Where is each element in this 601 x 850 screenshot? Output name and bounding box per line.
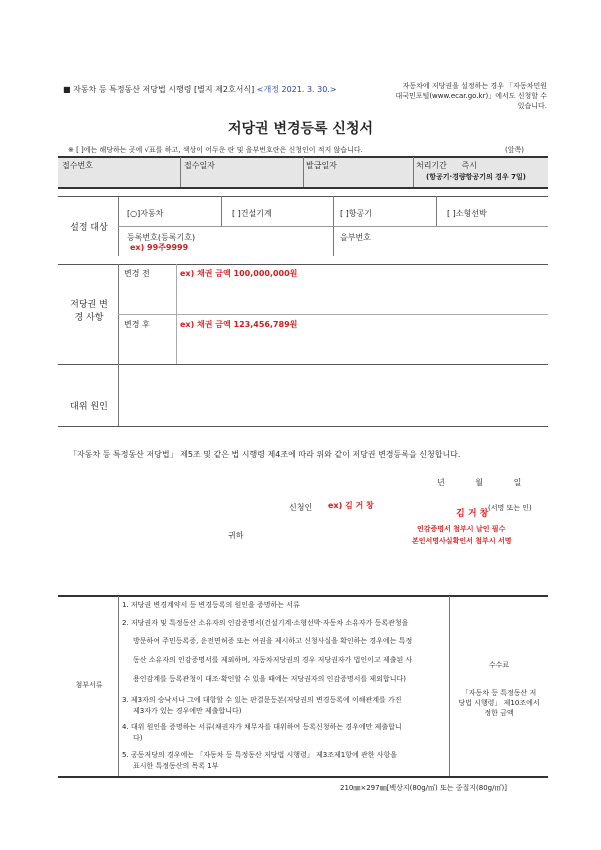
fee-label: 수수료 <box>488 661 510 669</box>
option-small-vessel[interactable]: [ ]소형선박 <box>447 209 487 218</box>
receipt-bottom-border <box>58 187 548 189</box>
option-automobile[interactable]: [○]자동차 <box>127 209 164 218</box>
application-statement: 「자동차 등 특정동산 저당법」 제5조 및 같은 법 시행령 제4조에 따라 위와 같이 저당권 변경등록을 신청합니다. <box>69 450 461 459</box>
date-month-label: 월 <box>475 478 484 487</box>
signature-warning: 본인서명사실확인서 첨부시 서명 <box>412 537 512 545</box>
date-year-label: 년 <box>437 478 445 487</box>
attachment-item: 다) <box>133 734 143 742</box>
change-items-label-line: 저당권 변 <box>70 300 108 310</box>
processing-value: 즉시 <box>461 161 477 170</box>
issue-date-label: 발급일자 <box>306 161 337 170</box>
row-border <box>118 226 548 227</box>
applicant-signature: 김 거 창 <box>456 509 489 519</box>
fee-description-line: 정한 금액 <box>484 709 514 717</box>
before-change-value[interactable]: ex) 채권 금액 100,000,000원 <box>180 269 298 278</box>
attachment-item: 1. 저당권 변경계약서 등 변경등록의 원인을 증명하는 서류 <box>122 601 300 609</box>
row-border <box>118 314 548 315</box>
revision-date: <개정 2021. 3. 30.> <box>256 85 337 94</box>
after-change-label: 변경 후 <box>124 320 150 329</box>
row-border <box>58 196 548 197</box>
divider <box>303 157 304 187</box>
addressee: 귀하 <box>228 531 244 540</box>
attachment-item: 3. 제3자의 승낙서나 그에 대항할 수 있는 판결문등본(저당권의 변경등록에 이해관계를 가진 <box>122 696 402 704</box>
online-notice-line: 자동차에 저당권을 설정하는 경우 「자동차민원 <box>402 82 547 90</box>
divider <box>118 596 119 776</box>
attachment-item: 방문하여 주민등록증, 운전면허증 또는 여권을 제시하고 신청사실을 확인하는 경우에는 특정 <box>133 637 413 645</box>
processing-label: 처리기간 <box>416 161 447 170</box>
law-reference <box>63 84 337 95</box>
attachments-bottom-border <box>58 776 548 778</box>
date-line <box>437 477 537 488</box>
divider <box>221 196 222 226</box>
attachment-item: 표시한 특정동산의 목록 1부 <box>133 762 219 770</box>
option-aircraft[interactable]: [ ]항공기 <box>340 209 372 218</box>
change-items-label <box>60 299 118 325</box>
attachment-item: 동산 소유자의 인감증명서를 제외하며, 자동차저당권의 경우 저당권자가 법인이고 제출된 사 <box>133 656 413 664</box>
fee-description-line: 「자동차 등 특정동산 저 <box>461 689 537 697</box>
before-change-label: 변경 전 <box>124 269 150 278</box>
registration-number-label: 등록번호(등록기호) <box>127 233 196 242</box>
attachment-item: 4. 대위 원인을 증명하는 서류(채권자가 채무자를 대위하여 등록신청하는 경우에만 제출합니 <box>122 723 402 731</box>
divider <box>436 196 437 226</box>
applicant-label: 신청인 <box>289 503 313 512</box>
registration-number-value[interactable]: ex) 99주9999 <box>130 243 189 252</box>
attachment-item: 제3자가 있는 경우에만 제출합니다) <box>133 707 242 715</box>
setting-target-label: 설정 대상 <box>70 223 108 233</box>
receipt-number-label: 접수번호 <box>62 161 93 170</box>
divider <box>180 157 181 187</box>
seal-warning: 인감증명서 첨부시 날인 필수 <box>417 525 506 533</box>
paper-spec: 210㎜×297㎜[백상지(80g/㎡) 또는 중질지(80g/㎡)] <box>340 784 507 792</box>
option-construction-machine[interactable]: [ ]건설기계 <box>232 209 272 218</box>
applicant-example[interactable]: ex) 김 거 창 <box>328 501 374 510</box>
divider <box>413 157 414 187</box>
online-notice-line: 대국민포털(www.ecar.go.kr)」에서도 신청할 수 <box>395 92 547 100</box>
law-reference-text: ■ 자동차 등 특정동산 저당법 시행령 [별지 제2호서식] <box>63 85 255 94</box>
page-side-label: (앞쪽) <box>505 146 524 154</box>
online-notice-line: 있습니다. <box>517 102 547 110</box>
processing-note: (항공기·경량항공기의 경우 7일) <box>426 173 526 181</box>
attachments-top-border <box>58 595 548 597</box>
fee-description <box>450 688 548 718</box>
attachment-item: 용인감계를 등록관청이 대조·확인할 수 있을 때에는 저당권자의 인감증명서를 제외합니다) <box>133 675 406 683</box>
row-border <box>58 426 548 427</box>
divider <box>118 364 119 426</box>
attachment-item: 5. 공동저당의 경우에는 「자동차 등 특정동산 저당법 시행령」 제3조제1항에 관한 사항을 <box>122 751 397 759</box>
row-border <box>58 364 548 365</box>
processing-period-label <box>416 160 477 171</box>
fee-description-line: 당법 시행령」 제10조에서 <box>458 699 540 707</box>
sign-note: (서명 또는 인) <box>488 504 532 512</box>
divider <box>449 596 450 776</box>
row-border <box>58 264 548 265</box>
online-notice <box>372 81 547 111</box>
date-day-label: 일 <box>513 478 522 487</box>
page-title: 저당권 변경등록 신청서 <box>228 121 373 137</box>
receipt-date-label: 접수일자 <box>184 161 215 170</box>
instruction-text: ※ [ ]에는 해당하는 곳에 √표를 하고, 색상이 어두운 란 및 을부번호란은 신청인이 적지 않습니다. <box>68 146 363 154</box>
eulbu-number-label: 을부번호 <box>340 233 371 242</box>
attachments-label: 첨부서류 <box>75 681 103 689</box>
after-change-value[interactable]: ex) 채권 금액 123,456,789원 <box>180 320 298 329</box>
attachment-item: 2. 저당권자 및 특정동산 소유자의 인감증명서(건설기계·소형선박·자동차 소유자가 등록관청을 <box>122 619 409 627</box>
change-items-label-line: 경 사항 <box>74 313 104 323</box>
subrogation-cause-label: 대위 원인 <box>70 402 108 412</box>
